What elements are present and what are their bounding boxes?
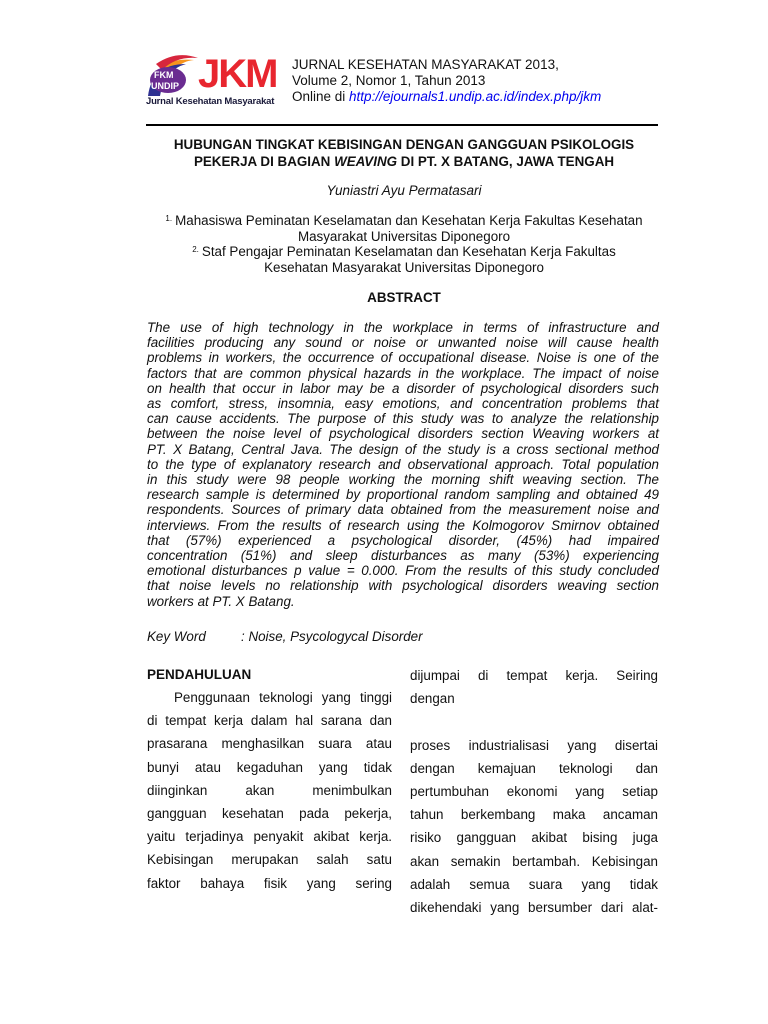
text-line: pertumbuhan ekonomi yang setiap bbox=[410, 784, 658, 799]
logo-caption: Jurnal Kesehatan Masyarakat bbox=[146, 96, 275, 107]
title-line-1: HUBUNGAN TINGKAT KEBISINGAN DENGAN GANGGUAN PSIKOLOGIS bbox=[173, 137, 635, 152]
text-line: concentration (51%) and sleep disturbances as many (53%) experiencing bbox=[147, 548, 659, 564]
text-line: gangguan kesehatan pada pekerja, bbox=[147, 806, 392, 822]
text-line: that (57%) experienced a psychological disorder, (45%) had impaired bbox=[147, 532, 659, 548]
text-line: yaitu terjadinya penyakit akibat kerja. bbox=[147, 829, 392, 845]
affiliation-1 bbox=[140, 213, 668, 244]
affiliation-2-line-1: Staf Pengajar Peminatan Keselamatan dan Kesehatan Kerja Fakultas bbox=[201, 244, 616, 259]
keywords-label: Key Word bbox=[147, 629, 206, 644]
title-line-2-part-1: PEKERJA DI BAGIAN bbox=[193, 154, 335, 169]
paper-title bbox=[140, 136, 668, 170]
text-line: between the noise level of psychological disorders section Weaving workers at bbox=[147, 426, 659, 442]
header-divider bbox=[146, 124, 658, 126]
affiliation-1-line-2: Masyarakat Universitas Diponegoro bbox=[297, 228, 511, 244]
journal-url-link[interactable]: http://ejournals1.undip.ac.id/index.php/jkm bbox=[349, 89, 602, 104]
column-gap bbox=[410, 710, 658, 733]
text-line: diinginkan akan menimbulkan bbox=[147, 782, 392, 798]
text-line: interviews. From the results of research using the Kolmogorov Smirnov obtained bbox=[147, 517, 659, 533]
text-line: prasarana menghasilkan suara atau bbox=[147, 736, 392, 752]
text-line: respondents. Sources of primary data obtained from the measurement noise and bbox=[147, 502, 659, 518]
text-line: bunyi atau kegaduhan yang tidak bbox=[147, 759, 392, 775]
text-line: PT. X Batang, Central Java. The design of the study is a cross sectional method bbox=[147, 441, 659, 457]
title-line-2-italic: WEAVING bbox=[334, 154, 398, 169]
title-line-2-part-2: DI PT. X BATANG, JAWA TENGAH bbox=[397, 154, 615, 169]
keywords-value: : Noise, Psycologycal Disorder bbox=[241, 629, 423, 644]
text-line: facilities producing any sound or noise or unwanted noise will cause health bbox=[147, 335, 659, 351]
text-line: to the type of explanatory research and observational approach. Total population bbox=[147, 456, 659, 472]
text-line: in this study were 98 people working the morning shift weaving section. The bbox=[147, 472, 659, 488]
journal-volume: Volume 2, Nomor 1, Tahun 2013 bbox=[292, 73, 486, 88]
text-line: that noise levels no relationship with psychological disorders weaving section bbox=[147, 578, 659, 594]
affiliation-2-marker: 2. bbox=[192, 245, 199, 254]
title-line-2 bbox=[140, 153, 668, 170]
text-line: proses industrialisasi yang disertai bbox=[410, 737, 658, 753]
affiliation-2-line-2: Kesehatan Masyarakat Universitas Diponegoro bbox=[264, 259, 544, 275]
logo-jkm-text: JKM bbox=[198, 52, 277, 96]
text-line: tahun berkembang maka ancaman bbox=[410, 807, 658, 823]
text-line: dengan kemajuan teknologi dan bbox=[410, 760, 658, 776]
logo-fkm-text: FKM bbox=[154, 70, 174, 80]
journal-name: JURNAL KESEHATAN MASYARAKAT 2013, bbox=[292, 57, 559, 72]
text-line: research sample is determined by proportional random sampling and obtained 49 bbox=[147, 487, 659, 503]
text-line: can cause accidents. The purpose of this study was to analyze the relationship bbox=[147, 411, 659, 427]
text-line: as comfort, stress, insomnia, easy emotions, and concentration problems that bbox=[147, 396, 659, 412]
text-line: on health that occur in labor may be a disorder of psychological disorders such bbox=[147, 380, 659, 396]
journal-info bbox=[292, 57, 601, 105]
text-line: Kebisingan merupakan salah satu bbox=[147, 852, 392, 868]
text-line: factors that are common physical hazards in the workplace. The impact of noise bbox=[147, 365, 659, 381]
text-line: dikehendaki yang bersumber dari alat- bbox=[410, 900, 658, 916]
text-line: faktor bahaya fisik yang sering bbox=[147, 875, 392, 891]
text-line: emotional disturbances p value = 0.000. From the results of this study concluded bbox=[147, 563, 659, 579]
text-line: dengan bbox=[410, 691, 455, 707]
author-name: Yuniastri Ayu Permatasari bbox=[326, 183, 482, 198]
text-line: problems in workers, the occurrence of occupational disease. Noise is one of the bbox=[147, 350, 659, 366]
abstract-heading: ABSTRACT bbox=[367, 290, 441, 305]
text-line: di tempat kerja dalam hal sarana dan bbox=[147, 713, 392, 729]
text-line: workers at PT. X Batang. bbox=[147, 593, 295, 609]
affiliation-1-line-1: Mahasiswa Peminatan Keselamatan dan Kesehatan Kerja Fakultas Kesehatan bbox=[175, 213, 643, 228]
right-column bbox=[410, 664, 658, 919]
text-line: risiko gangguan akibat bising juga bbox=[410, 830, 658, 846]
keywords bbox=[147, 629, 659, 644]
text-line: Penggunaan teknologi yang tinggi bbox=[174, 690, 392, 705]
affiliation-1-marker: 1. bbox=[165, 214, 173, 223]
logo-undip-text: UNDIP bbox=[151, 81, 180, 91]
left-column bbox=[147, 686, 392, 895]
abstract-body bbox=[147, 320, 659, 609]
text-line: adalah semua suara yang tidak bbox=[410, 876, 658, 892]
affiliation-2 bbox=[140, 244, 668, 275]
text-line: The use of high technology in the workplace in terms of infrastructure and bbox=[147, 320, 659, 335]
online-prefix: Online di bbox=[292, 89, 350, 104]
journal-logo bbox=[146, 50, 278, 116]
text-line: akan semakin bertambah. Kebisingan bbox=[410, 853, 658, 869]
section-heading: PENDAHULUAN bbox=[147, 667, 252, 682]
text-line: dijumpai di tempat kerja. Seiring bbox=[410, 668, 658, 683]
journal-online bbox=[292, 89, 601, 105]
